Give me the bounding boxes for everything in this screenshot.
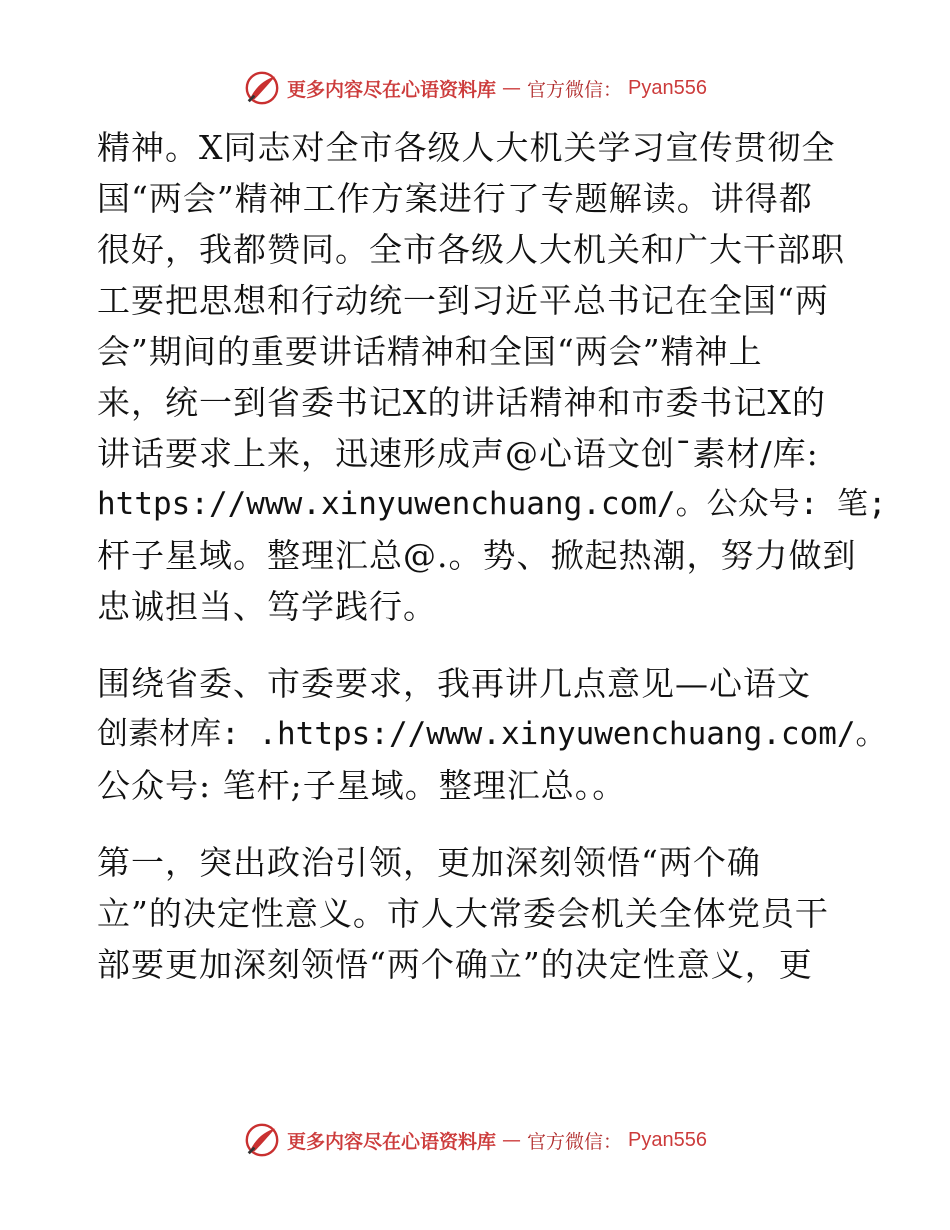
text-line: 公众号: 笔杆;子星域。整理汇总。。 [97, 766, 627, 805]
text-line: 精神。X同志对全市各级人大机关学习宣传贯彻全 [97, 128, 836, 167]
banner-separator: — [502, 77, 522, 99]
banner-text: 更多内容尽在心语资料库 [287, 1130, 497, 1153]
text-line: 部要更加深刻领悟“两个确立”的决定性意义，更 [97, 945, 813, 984]
text-line: 来，统一到省委书记X的讲话精神和市委书记X的 [97, 383, 826, 422]
text-line: 很好，我都赞同。全市各级人大机关和广大干部职 [97, 230, 845, 269]
banner-wechat-label: 官方微信： [527, 1130, 623, 1153]
banner-wechat-id: Pyan556 [628, 76, 707, 99]
text-line: 会”期间的重要讲话精神和全国“两会”精神上 [97, 332, 763, 371]
pen-logo-icon [243, 1121, 281, 1159]
banner-separator: — [502, 1129, 522, 1151]
footer-banner [0, 1118, 950, 1162]
text-line: 忠诚担当、笃学践行。 [97, 587, 437, 626]
banner-text: 更多内容尽在心语资料库 [287, 78, 497, 101]
text-line: https://www.xinyuwenchuang.com/。公众号: 笔; [97, 486, 887, 522]
text-line: 第一，突出政治引领，更加深刻领悟“两个确 [97, 843, 761, 882]
pen-logo-icon [243, 69, 281, 107]
banner-wechat-id: Pyan556 [628, 1128, 707, 1151]
paragraph-3 [97, 837, 857, 990]
text-line: 杆子星域。整理汇总@.。势、掀起热潮，努力做到 [97, 536, 857, 575]
text-line: 立”的决定性意义。市人大常委会机关全体党员干 [97, 894, 829, 933]
banner-wechat-label: 官方微信： [527, 78, 623, 101]
text-line: 国“两会”精神工作方案进行了专题解读。讲得都 [97, 179, 813, 218]
document-body [97, 122, 887, 990]
text-line: 围绕省委、市委要求，我再讲几点意见—心语文 [97, 664, 811, 703]
paragraph-2 [97, 658, 887, 811]
header-banner [0, 66, 950, 110]
text-line: 工要把思想和行动统一到习近平总书记在全国“两 [97, 281, 829, 320]
text-line: 创素材库: .https://www.xinyuwenchuang.com/。 [97, 716, 887, 752]
text-line: 讲话要求上来，迅速形成声@心语文创¯素材/库: [97, 434, 819, 473]
paragraph-1 [97, 122, 887, 632]
